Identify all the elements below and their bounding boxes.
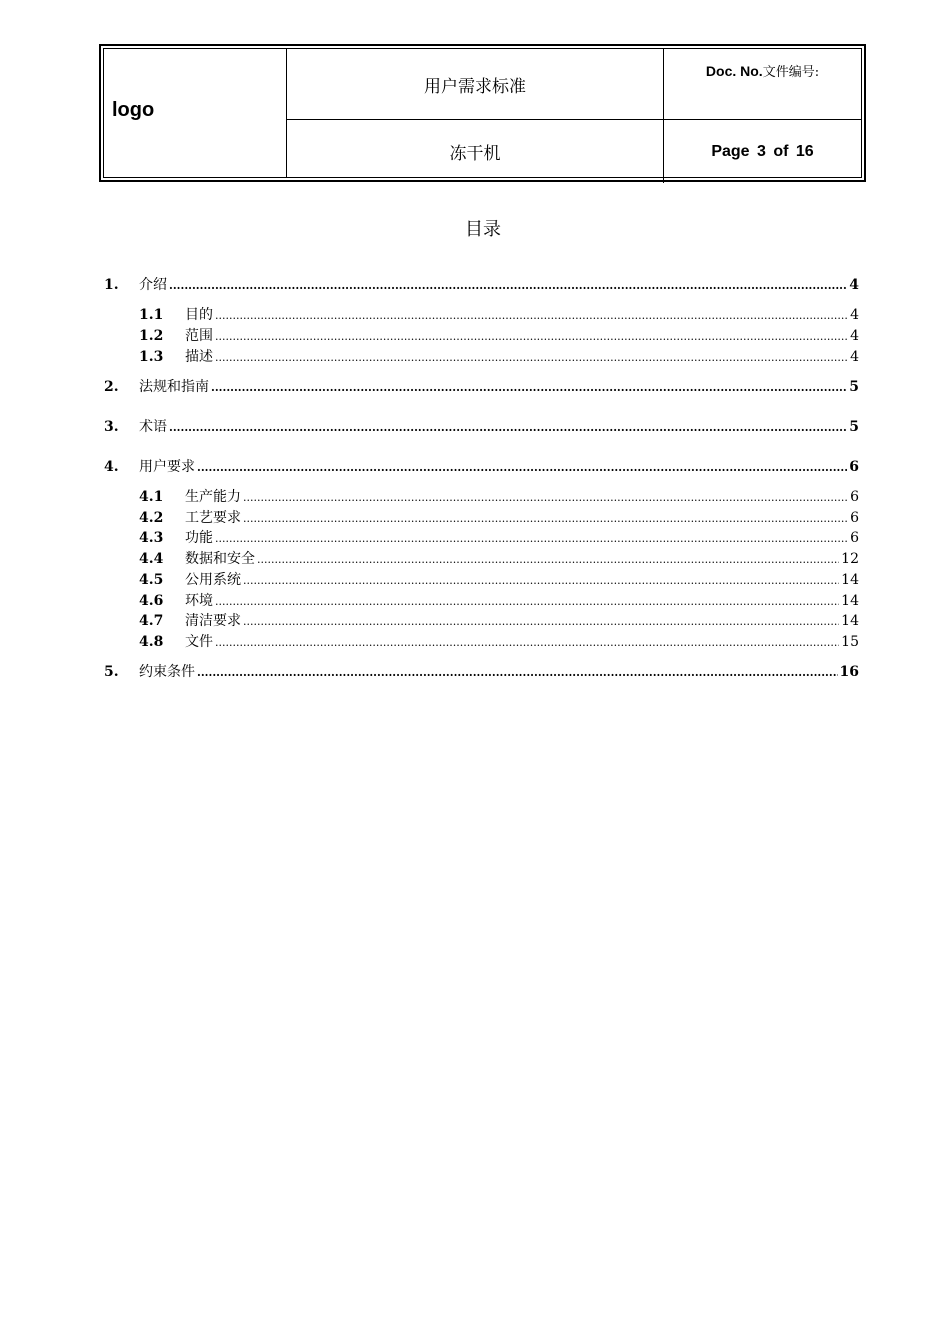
toc-entry-page: 14 bbox=[841, 593, 859, 609]
toc-entry-label: 工艺要求 bbox=[185, 510, 241, 526]
toc-title: 目录 bbox=[465, 219, 501, 240]
toc-entry-page: 4 bbox=[849, 277, 859, 293]
toc-leader-dots bbox=[215, 330, 848, 345]
toc-entry-page: 15 bbox=[841, 634, 859, 650]
toc-entry-number: 2. bbox=[104, 379, 119, 395]
toc-leader-dots bbox=[243, 512, 848, 527]
logo: logo bbox=[112, 99, 155, 121]
toc-entry-label: 约束条件 bbox=[139, 664, 195, 680]
toc-entry-number: 1.2 bbox=[139, 328, 164, 344]
toc-entry[interactable] bbox=[104, 612, 859, 630]
toc-entry-number: 4.4 bbox=[139, 551, 164, 567]
toc-entry[interactable] bbox=[104, 348, 859, 366]
toc-entry[interactable] bbox=[104, 378, 859, 396]
toc-entry-page: 6 bbox=[850, 489, 859, 505]
toc-entry-number: 1.1 bbox=[139, 307, 164, 323]
toc-entry[interactable] bbox=[104, 592, 859, 610]
toc-entry-page: 6 bbox=[849, 459, 859, 475]
document-header bbox=[99, 44, 866, 182]
toc-entry[interactable] bbox=[104, 663, 859, 681]
toc-entry[interactable] bbox=[104, 571, 859, 589]
toc-entry-number: 1. bbox=[104, 277, 119, 293]
toc-leader-dots bbox=[215, 532, 848, 547]
toc-entry-number: 4.6 bbox=[139, 593, 164, 609]
toc-entry-label: 目的 bbox=[185, 307, 213, 323]
toc-entry-label: 清洁要求 bbox=[185, 613, 241, 629]
toc-leader-dots bbox=[211, 381, 847, 396]
header-inner-border bbox=[103, 48, 862, 178]
toc-entry-page: 6 bbox=[850, 530, 859, 546]
toc-entry-label: 范围 bbox=[185, 328, 213, 344]
toc-entry-number: 5. bbox=[104, 664, 119, 680]
toc-entry-label: 法规和指南 bbox=[139, 379, 209, 395]
toc-entry-label: 用户要求 bbox=[139, 459, 195, 475]
toc-entry[interactable] bbox=[104, 509, 859, 527]
toc-entry[interactable] bbox=[104, 418, 859, 436]
toc-entry-label: 环境 bbox=[185, 593, 213, 609]
toc-entry-label: 文件 bbox=[185, 634, 213, 650]
toc-leader-dots bbox=[215, 309, 848, 324]
toc-entry-page: 5 bbox=[849, 379, 859, 395]
toc-leader-dots bbox=[257, 553, 839, 568]
toc-entry-label: 功能 bbox=[185, 530, 213, 546]
toc-leader-dots bbox=[215, 636, 839, 651]
toc-leader-dots bbox=[169, 421, 847, 436]
toc-entry[interactable] bbox=[104, 276, 859, 294]
toc-entry-page: 14 bbox=[841, 613, 859, 629]
toc-entry-page: 5 bbox=[849, 419, 859, 435]
doc-number-label-cn: 文件编号: bbox=[762, 65, 820, 80]
toc-entry[interactable] bbox=[104, 327, 859, 345]
page-number: Page 3 of 16 bbox=[711, 142, 814, 160]
toc-entry-number: 4.1 bbox=[139, 489, 164, 505]
toc-entry-page: 4 bbox=[850, 349, 859, 365]
document-title: 用户需求标准 bbox=[287, 49, 664, 120]
document-subtitle: 冻干机 bbox=[287, 120, 664, 183]
toc-leader-dots bbox=[243, 491, 848, 506]
toc-entry-page: 4 bbox=[850, 328, 859, 344]
toc-entry-label: 生产能力 bbox=[185, 489, 241, 505]
toc-entry-number: 4.8 bbox=[139, 634, 164, 650]
doc-number-label: Doc. No. bbox=[705, 63, 763, 79]
toc-entry-label: 公用系统 bbox=[185, 572, 241, 588]
toc-leader-dots bbox=[197, 666, 838, 681]
logo-cell bbox=[104, 49, 287, 177]
toc-leader-dots bbox=[243, 574, 839, 589]
toc-entry-number: 4.7 bbox=[139, 613, 164, 629]
toc-entry-label: 介绍 bbox=[139, 277, 167, 293]
toc-entry-number: 4.3 bbox=[139, 530, 164, 546]
toc-entry-number: 4.5 bbox=[139, 572, 164, 588]
toc-entry-number: 3. bbox=[104, 419, 119, 435]
toc-entry-label: 术语 bbox=[139, 419, 167, 435]
toc-entry[interactable] bbox=[104, 306, 859, 324]
toc-entry-number: 1.3 bbox=[139, 349, 164, 365]
toc-entry-page: 4 bbox=[850, 307, 859, 323]
toc-entry[interactable] bbox=[104, 458, 859, 476]
toc-entry[interactable] bbox=[104, 529, 859, 547]
toc-entry-number: 4. bbox=[104, 459, 119, 475]
toc-leader-dots bbox=[243, 615, 839, 630]
toc-leader-dots bbox=[215, 595, 839, 610]
toc-entry-page: 12 bbox=[841, 551, 859, 567]
toc-leader-dots bbox=[169, 279, 847, 294]
toc-entry-page: 14 bbox=[841, 572, 859, 588]
toc-entry[interactable] bbox=[104, 550, 859, 568]
toc-leader-dots bbox=[197, 461, 847, 476]
toc-entry[interactable] bbox=[104, 488, 859, 506]
toc-leader-dots bbox=[215, 351, 848, 366]
toc-entry-label: 数据和安全 bbox=[185, 551, 255, 567]
toc-entry-label: 描述 bbox=[185, 349, 213, 365]
toc-entry-page: 16 bbox=[839, 664, 859, 680]
toc-entry-page: 6 bbox=[850, 510, 859, 526]
toc-entry-number: 4.2 bbox=[139, 510, 164, 526]
doc-number-cell bbox=[664, 49, 861, 120]
toc-entry[interactable] bbox=[104, 633, 859, 651]
